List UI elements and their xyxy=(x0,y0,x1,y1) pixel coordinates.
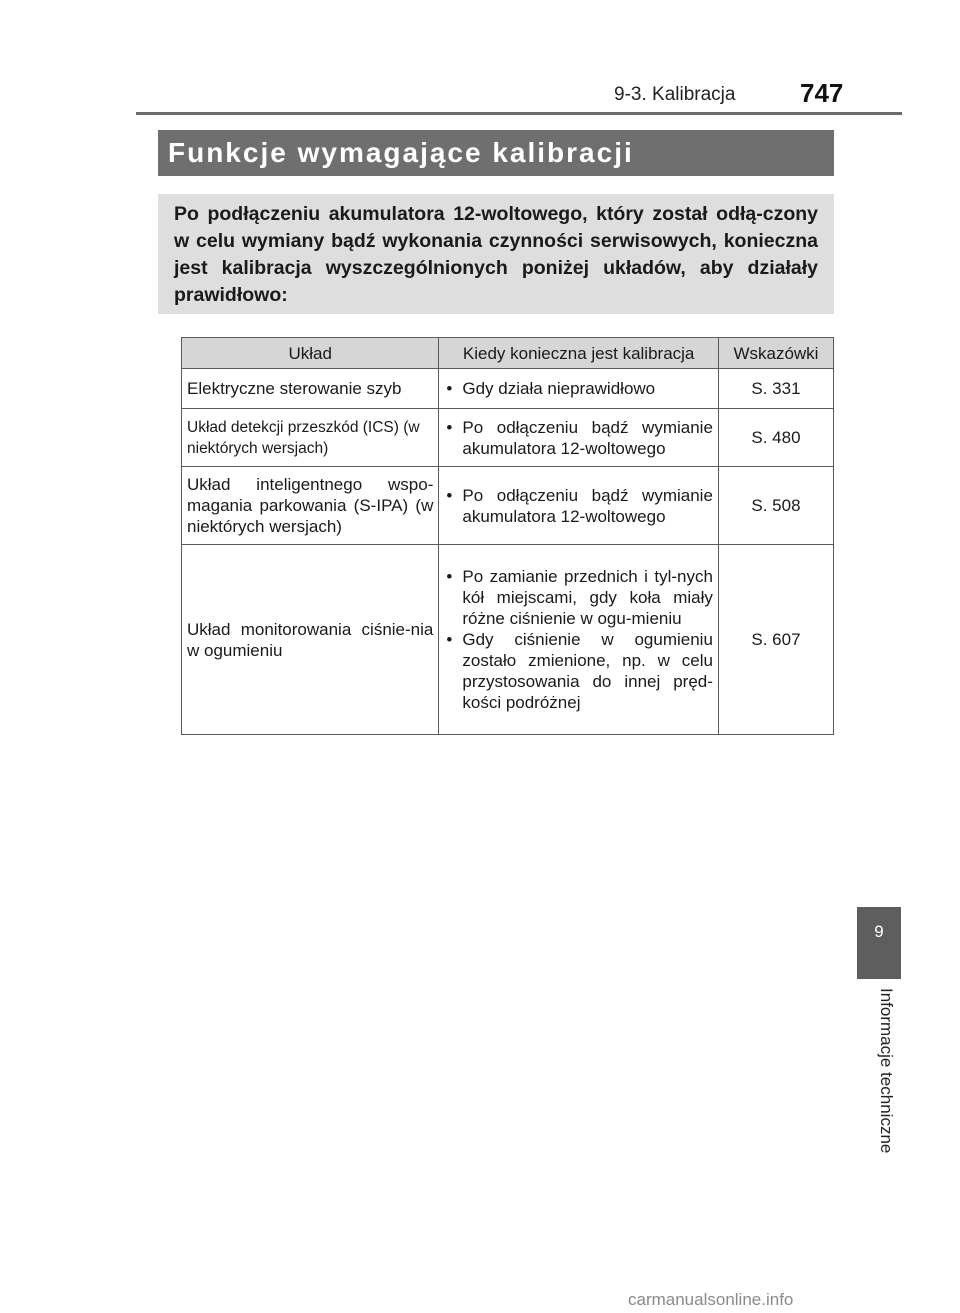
watermark: carmanualsonline.info xyxy=(628,1290,794,1309)
bullet-glyph: • xyxy=(446,379,453,398)
system-cell: Elektryczne sterowanie szyb xyxy=(182,369,439,409)
section-title: Funkcje wymagające kalibracji xyxy=(158,130,834,176)
table-row xyxy=(182,545,834,735)
table-header-row xyxy=(182,338,834,369)
running-header-section: 9-3. Kalibracja xyxy=(614,84,736,105)
header-divider xyxy=(136,112,902,115)
chapter-tab: 9 xyxy=(857,907,901,979)
column-header-reference: Wskazówki xyxy=(718,338,833,369)
condition-item xyxy=(444,629,713,713)
condition-item xyxy=(444,485,713,527)
condition-text: Gdy ciśnienie w ogumieniu zostało zmienione, np. w celu przystosowania do innej pręd-kości podróżnej xyxy=(462,630,713,712)
table-row xyxy=(182,467,834,545)
bullet-glyph: • xyxy=(446,630,453,649)
conditions-cell xyxy=(439,409,719,467)
condition-item xyxy=(444,417,713,459)
chapter-label: Informacje techniczne xyxy=(877,988,896,1154)
condition-text: Gdy działa nieprawidłowo xyxy=(462,379,656,398)
reference-cell: S. 480 xyxy=(718,409,833,467)
table-row xyxy=(182,409,834,467)
bullet-glyph: • xyxy=(446,417,453,437)
page-number: 747 xyxy=(800,78,844,108)
reference-cell: S. 508 xyxy=(718,467,833,545)
condition-text: Po odłączeniu bądź wymianie akumulatora 12-woltowego xyxy=(462,417,713,458)
bullet-glyph: • xyxy=(446,567,453,586)
reference-cell: S. 607 xyxy=(718,545,833,735)
bullet-glyph: • xyxy=(446,485,453,505)
conditions-cell xyxy=(439,467,719,545)
system-cell: Układ inteligentnego wspo-magania parkowania (S-IPA) (w niektórych wersjach) xyxy=(182,467,439,545)
calibration-table xyxy=(181,337,834,735)
system-cell: Układ detekcji przeszkód (ICS) (w niektórych wersjach) xyxy=(182,409,439,467)
column-header-when: Kiedy konieczna jest kalibracja xyxy=(439,338,719,369)
reference-cell: S. 331 xyxy=(718,369,833,409)
condition-item xyxy=(444,378,713,399)
intro-paragraph: Po podłączeniu akumulatora 12-woltowego, który został odłą-czony w celu wymiany bądź wykonania czynności serwisowych, konieczna jest kalibracja wyszczególnionych poniżej układów, aby działały prawidłowo: xyxy=(158,194,834,314)
conditions-cell xyxy=(439,545,719,735)
condition-text: Po zamianie przednich i tyl-nych kół miejscami, gdy koła miały różne ciśnienie w ogu-mieniu xyxy=(462,567,713,628)
table-row xyxy=(182,369,834,409)
system-cell: Układ monitorowania ciśnie-nia w ogumieniu xyxy=(182,545,439,735)
conditions-cell xyxy=(439,369,719,409)
column-header-system: Układ xyxy=(182,338,439,369)
condition-item xyxy=(444,566,713,629)
condition-text: Po odłączeniu bądź wymianie akumulatora 12-woltowego xyxy=(462,485,713,526)
